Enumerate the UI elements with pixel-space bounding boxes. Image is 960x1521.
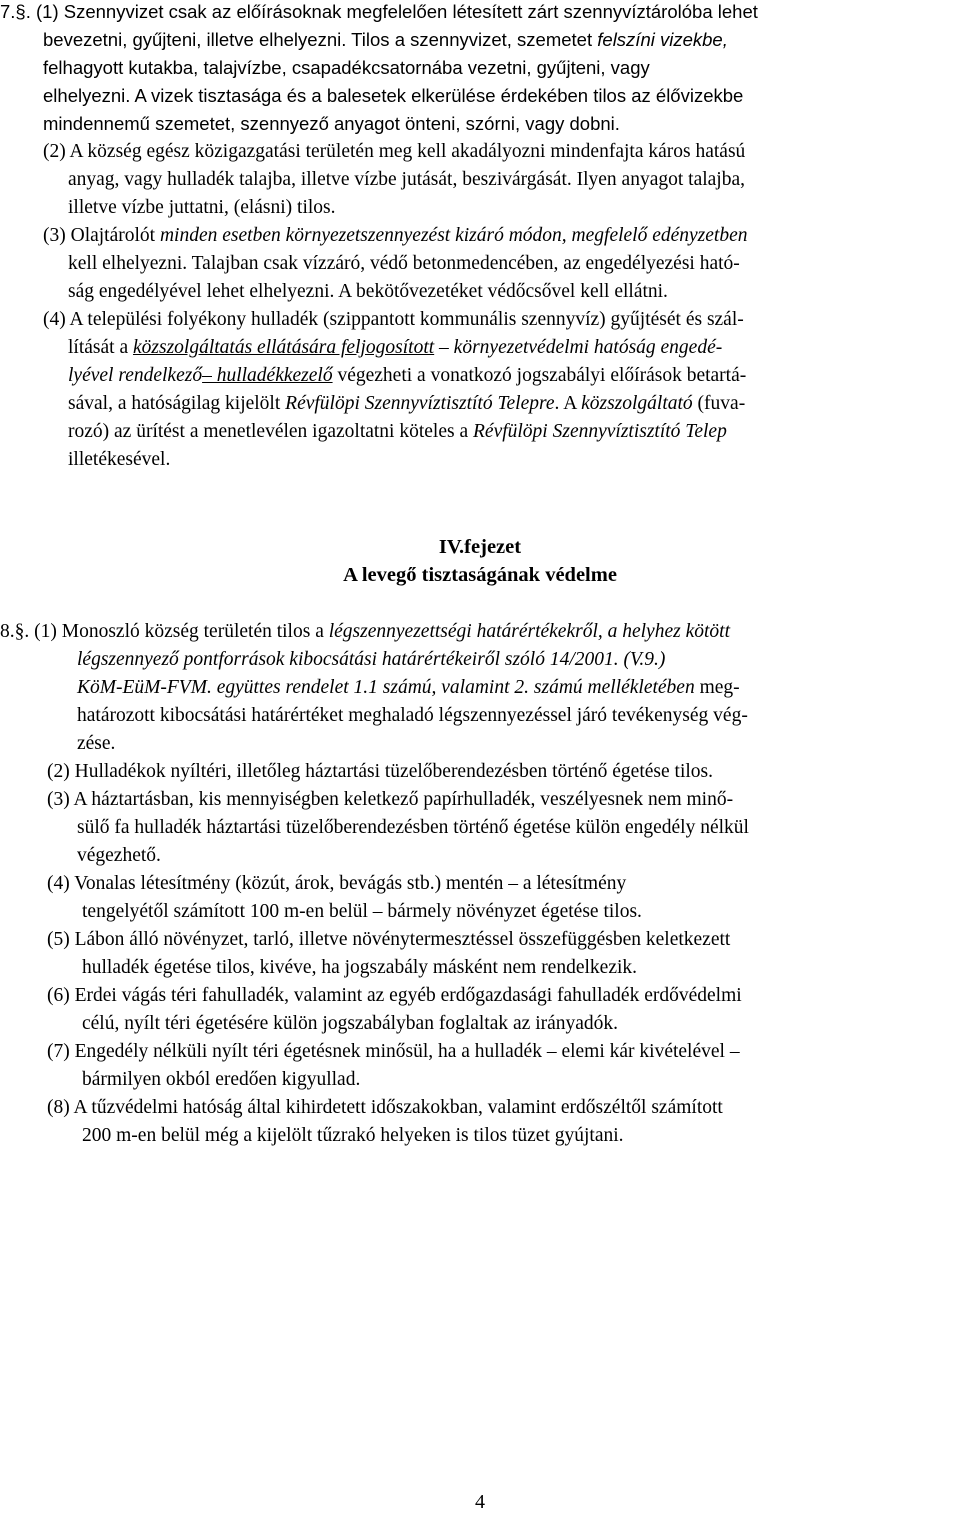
s8-line-7: (3) A háztartásban, kis mennyiségben keletkező papírhulladék, veszélyesnek nem minő-	[47, 789, 734, 810]
s8-line-17: bármilyen okból eredően kigyullad.	[82, 1069, 361, 1090]
s8-line-19: 200 m-en belül még a kijelölt tűzrakó helyeken is tilos tüzet gyújtani.	[82, 1125, 624, 1146]
page-number: 4	[475, 1491, 485, 1513]
chapter-number: IV.fejezet	[438, 536, 522, 558]
s7-line-2: bevezetni, gyűjteni, illetve elhelyezni. Tilos a szennyvizet, szemetet felszíni vizekbe,	[43, 29, 728, 50]
s8-line-9: végezhető.	[77, 845, 161, 866]
s7-line-6: (2) A község egész közigazgatási területén meg kell akadályozni mindenfajta káros hatású	[43, 141, 746, 162]
s7-line-16: rozó) az ürítést a menetlevélen igazoltatni köteles a Révfülöpi Szennyvíztisztító Telep	[68, 421, 727, 442]
s7-line-12: (4) A települési folyékony hulladék (szippantott kommunális szennyvíz) gyűjtését és szál-	[43, 309, 744, 330]
s8-line-3: KöM-EüM-FVM. együttes rendelet 1.1 számú, valamint 2. számú mellékletében meg-	[77, 677, 740, 698]
s8-line-12: (5) Lábon álló növényzet, tarló, illetve növénytermesztéssel összefüggésben keletkezett	[47, 929, 731, 950]
s7-line-14: lyével rendelkező– hulladékkezelő végezheti a vonatkozó jogszabályi előírások betartá-	[68, 365, 747, 386]
s7-line-1: 7.§. (1) Szennyvizet csak az előírásoknak megfelelően létesített zárt szennyvíztárolóba lehet	[0, 1, 758, 22]
chapter-title: A levegő tisztaságának védelme	[343, 564, 617, 586]
s8-line-8: sülő fa hulladék háztartási tüzelőberendezésben történő égetése külön engedély nélkül	[77, 817, 749, 838]
s7-line-4: elhelyezni. A vizek tisztasága és a balesetek elkerülése érdekében tilos az élővizekbe	[43, 85, 744, 106]
s8-line-14: (6) Erdei vágás téri fahulladék, valamint az egyéb erdőgazdasági fahulladék erdővédelmi	[47, 985, 742, 1006]
s8-line-2: légszennyező pontforrások kibocsátási határértékeiről szóló 14/2001. (V.9.)	[77, 649, 666, 670]
s8-line-18: (8) A tűzvédelmi hatóság által kihirdetett időszakokban, valamint erdőszéltől számított	[47, 1097, 723, 1118]
s8-line-11: tengelyétől számított 100 m-en belül – bármely növényzet égetése tilos.	[82, 901, 642, 922]
s8-line-16: (7) Engedély nélküli nyílt téri égetésnek minősül, ha a hulladék – elemi kár kivételével –	[47, 1041, 740, 1062]
s8-line-6: (2) Hulladékok nyíltéri, illetőleg háztartási tüzelőberendezésben történő égetése tilos.	[47, 761, 713, 782]
s7-line-9: (3) Olajtárolót minden esetben környezetszennyezést kizáró módon, megfelelő edényzetben	[43, 225, 748, 246]
s7-line-8: illetve vízbe juttatni, (elásni) tilos.	[68, 197, 336, 218]
s8-line-5: zése.	[77, 733, 116, 754]
s7-line-15: sával, a hatóságilag kijelölt Révfülöpi Szennyvíztisztító Telepre. A közszolgáltató (fuva-	[68, 393, 746, 414]
s7-line-10: kell elhelyezni. Talajban csak vízzáró, védő betonmedencében, az engedélyezési ható-	[68, 253, 740, 274]
s8-line-15: célú, nyílt téri égetésére külön jogszabályban foglaltak az irányadók.	[82, 1013, 619, 1034]
s7-line-3: felhagyott kutakba, talajvízbe, csapadékcsatornába vezetni, gyűjteni, vagy	[43, 57, 650, 78]
s7-line-13: lítását a közszolgáltatás ellátására feljogosított – környezetvédelmi hatóság engedé-	[68, 337, 723, 358]
s7-line-7: anyag, vagy hulladék talajba, illetve vízbe jutását, beszivárgását. Ilyen anyagot talajba,	[68, 169, 746, 190]
s8-line-4: határozott kibocsátási határértéket meghaladó légszennyezéssel járó tevékenység vég-	[77, 705, 748, 726]
s8-line-10: (4) Vonalas létesítmény (közút, árok, bevágás stb.) mentén – a létesítmény	[47, 873, 627, 894]
s7-line-17: illetékesével.	[68, 449, 171, 470]
s8-line-13: hulladék égetése tilos, kivéve, ha jogszabály másként nem rendelkezik.	[82, 957, 638, 978]
s8-line-1: 8.§. (1) Monoszló község területén tilos a légszennyezettségi határértékekről, a helyhez kötött	[0, 621, 730, 642]
s7-line-11: ság engedélyével lehet elhelyezni. A bekötővezetéket védőcsővel kell ellátni.	[68, 281, 668, 302]
s7-line-5: mindennemű szemetet, szennyező anyagot önteni, szórni, vagy dobni.	[43, 113, 620, 134]
